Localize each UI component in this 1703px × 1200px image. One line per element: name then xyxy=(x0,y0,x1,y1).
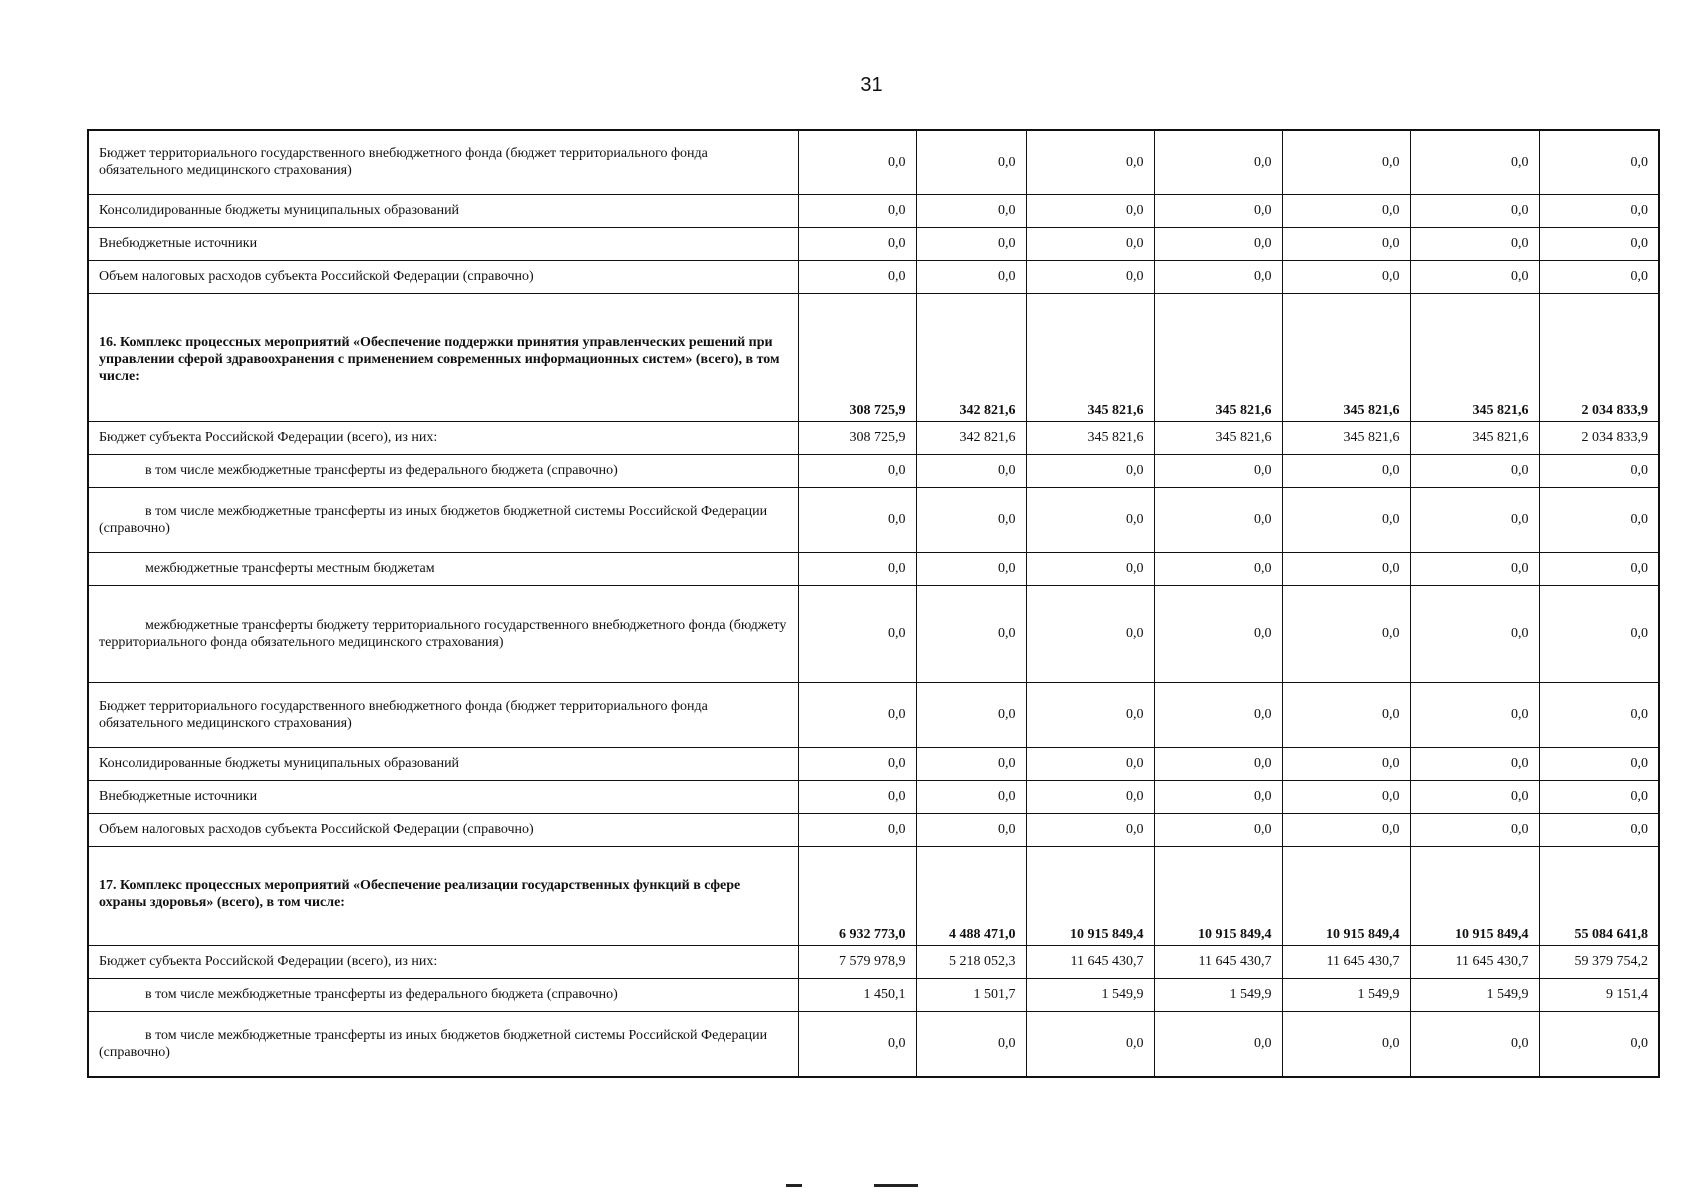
value-cell: 0,0 xyxy=(1026,260,1154,293)
value-cell: 6 932 773,0 xyxy=(798,846,916,945)
value-cell: 0,0 xyxy=(1154,747,1282,780)
table-row xyxy=(88,1011,1659,1077)
value-cell: 0,0 xyxy=(1539,780,1659,813)
value-cell: 0,0 xyxy=(1539,227,1659,260)
table-row xyxy=(88,945,1659,978)
value-cell: 0,0 xyxy=(1539,1011,1659,1077)
value-cell: 0,0 xyxy=(1282,552,1410,585)
value-cell: 0,0 xyxy=(1026,813,1154,846)
value-cell: 0,0 xyxy=(1539,813,1659,846)
value-cell: 0,0 xyxy=(1410,487,1539,552)
section-title: 16. Комплекс процессных мероприятий «Обеспечение поддержки принятия управленческих решений при управлении сферой здравоохранения с применением современных информационных систем» (всего), в том числе: xyxy=(88,293,798,421)
value-cell: 0,0 xyxy=(916,130,1026,194)
value-cell: 0,0 xyxy=(916,552,1026,585)
value-cell: 9 151,4 xyxy=(1539,978,1659,1011)
value-cell: 0,0 xyxy=(798,454,916,487)
value-cell: 345 821,6 xyxy=(1410,293,1539,421)
value-cell: 0,0 xyxy=(916,454,1026,487)
row-label: Бюджет территориального государственного внебюджетного фонда (бюджет территориального фонда обязательного медицинского страхования) xyxy=(88,682,798,747)
value-cell: 0,0 xyxy=(798,487,916,552)
value-cell: 0,0 xyxy=(1539,260,1659,293)
value-cell: 0,0 xyxy=(1539,487,1659,552)
row-label: Внебюджетные источники xyxy=(88,227,798,260)
value-cell: 0,0 xyxy=(1154,552,1282,585)
value-cell: 0,0 xyxy=(916,260,1026,293)
value-cell: 11 645 430,7 xyxy=(1154,945,1282,978)
value-cell: 0,0 xyxy=(798,780,916,813)
value-cell: 0,0 xyxy=(1154,487,1282,552)
value-cell: 2 034 833,9 xyxy=(1539,293,1659,421)
value-cell: 0,0 xyxy=(798,747,916,780)
value-cell: 0,0 xyxy=(798,260,916,293)
row-label: Бюджет субъекта Российской Федерации (всего), из них: xyxy=(88,421,798,454)
value-cell: 0,0 xyxy=(916,227,1026,260)
value-cell: 345 821,6 xyxy=(1154,293,1282,421)
value-cell: 0,0 xyxy=(1410,585,1539,682)
value-cell: 4 488 471,0 xyxy=(916,846,1026,945)
value-cell: 5 218 052,3 xyxy=(916,945,1026,978)
row-label: Объем налоговых расходов субъекта Российской Федерации (справочно) xyxy=(88,260,798,293)
value-cell: 0,0 xyxy=(1026,552,1154,585)
table-row xyxy=(88,552,1659,585)
value-cell: 1 450,1 xyxy=(798,978,916,1011)
value-cell: 0,0 xyxy=(916,1011,1026,1077)
value-cell: 0,0 xyxy=(1026,1011,1154,1077)
section-row xyxy=(88,293,1659,421)
row-label: межбюджетные трансферты бюджету территориального государственного внебюджетного фонда (бюджету территориального фонда обязательного медицинского страхования) xyxy=(88,585,798,682)
value-cell: 0,0 xyxy=(1154,194,1282,227)
value-cell: 0,0 xyxy=(1282,585,1410,682)
value-cell: 0,0 xyxy=(916,194,1026,227)
value-cell: 0,0 xyxy=(916,682,1026,747)
value-cell: 0,0 xyxy=(798,585,916,682)
value-cell: 0,0 xyxy=(1282,194,1410,227)
row-label: в том числе межбюджетные трансферты из иных бюджетов бюджетной системы Российской Федерации (справочно) xyxy=(88,487,798,552)
table-row xyxy=(88,194,1659,227)
value-cell: 0,0 xyxy=(916,780,1026,813)
value-cell: 0,0 xyxy=(916,585,1026,682)
value-cell: 0,0 xyxy=(1539,747,1659,780)
value-cell: 0,0 xyxy=(1410,747,1539,780)
value-cell: 0,0 xyxy=(1154,813,1282,846)
section-title: 17. Комплекс процессных мероприятий «Обеспечение реализации государственных функций в сфере охраны здоровья» (всего), в том числе: xyxy=(88,846,798,945)
value-cell: 0,0 xyxy=(1539,585,1659,682)
value-cell: 0,0 xyxy=(1282,454,1410,487)
value-cell: 0,0 xyxy=(1410,227,1539,260)
row-label: межбюджетные трансферты местным бюджетам xyxy=(88,552,798,585)
value-cell: 0,0 xyxy=(1154,1011,1282,1077)
value-cell: 0,0 xyxy=(1026,585,1154,682)
value-cell: 0,0 xyxy=(1539,194,1659,227)
value-cell: 0,0 xyxy=(1282,1011,1410,1077)
value-cell: 0,0 xyxy=(1154,227,1282,260)
value-cell: 0,0 xyxy=(1026,194,1154,227)
value-cell: 0,0 xyxy=(1154,130,1282,194)
value-cell: 0,0 xyxy=(1539,552,1659,585)
value-cell: 345 821,6 xyxy=(1282,293,1410,421)
value-cell: 0,0 xyxy=(1026,454,1154,487)
value-cell: 0,0 xyxy=(1410,682,1539,747)
value-cell: 0,0 xyxy=(1410,130,1539,194)
value-cell: 342 821,6 xyxy=(916,293,1026,421)
row-label: Внебюджетные источники xyxy=(88,780,798,813)
value-cell: 10 915 849,4 xyxy=(1410,846,1539,945)
value-cell: 345 821,6 xyxy=(1410,421,1539,454)
section-row xyxy=(88,846,1659,945)
value-cell: 0,0 xyxy=(798,682,916,747)
table-row xyxy=(88,130,1659,194)
value-cell: 0,0 xyxy=(1282,747,1410,780)
value-cell: 10 915 849,4 xyxy=(1282,846,1410,945)
value-cell: 1 549,9 xyxy=(1026,978,1154,1011)
row-label: в том числе межбюджетные трансферты из федерального бюджета (справочно) xyxy=(88,978,798,1011)
value-cell: 1 501,7 xyxy=(916,978,1026,1011)
value-cell: 0,0 xyxy=(1154,780,1282,813)
value-cell: 342 821,6 xyxy=(916,421,1026,454)
value-cell: 0,0 xyxy=(798,1011,916,1077)
value-cell: 0,0 xyxy=(916,747,1026,780)
value-cell: 0,0 xyxy=(1410,454,1539,487)
value-cell: 0,0 xyxy=(1410,194,1539,227)
value-cell: 1 549,9 xyxy=(1154,978,1282,1011)
table-row xyxy=(88,585,1659,682)
value-cell: 0,0 xyxy=(798,552,916,585)
value-cell: 2 034 833,9 xyxy=(1539,421,1659,454)
value-cell: 308 725,9 xyxy=(798,421,916,454)
row-label: в том числе межбюджетные трансферты из иных бюджетов бюджетной системы Российской Федерации (справочно) xyxy=(88,1011,798,1077)
table-row xyxy=(88,454,1659,487)
value-cell: 11 645 430,7 xyxy=(1282,945,1410,978)
value-cell: 0,0 xyxy=(1410,813,1539,846)
value-cell: 308 725,9 xyxy=(798,293,916,421)
value-cell: 1 549,9 xyxy=(1410,978,1539,1011)
value-cell: 0,0 xyxy=(1026,682,1154,747)
value-cell: 0,0 xyxy=(1282,487,1410,552)
value-cell: 0,0 xyxy=(1539,454,1659,487)
row-label: в том числе межбюджетные трансферты из федерального бюджета (справочно) xyxy=(88,454,798,487)
value-cell: 0,0 xyxy=(1154,260,1282,293)
page-number: 31 xyxy=(860,74,883,96)
scan-mark xyxy=(786,1184,802,1187)
value-cell: 0,0 xyxy=(916,487,1026,552)
table-row xyxy=(88,682,1659,747)
value-cell: 0,0 xyxy=(1154,585,1282,682)
value-cell: 0,0 xyxy=(1282,227,1410,260)
value-cell: 345 821,6 xyxy=(1282,421,1410,454)
row-label: Консолидированные бюджеты муниципальных образований xyxy=(88,747,798,780)
table-row xyxy=(88,227,1659,260)
table-row xyxy=(88,487,1659,552)
value-cell: 0,0 xyxy=(1026,780,1154,813)
value-cell: 0,0 xyxy=(798,227,916,260)
table-row xyxy=(88,260,1659,293)
value-cell: 0,0 xyxy=(1282,682,1410,747)
value-cell: 0,0 xyxy=(798,130,916,194)
value-cell: 55 084 641,8 xyxy=(1539,846,1659,945)
table-row xyxy=(88,421,1659,454)
value-cell: 0,0 xyxy=(798,194,916,227)
value-cell: 10 915 849,4 xyxy=(1026,846,1154,945)
row-label: Бюджет территориального государственного внебюджетного фонда (бюджет территориального фонда обязательного медицинского страхования) xyxy=(88,130,798,194)
value-cell: 11 645 430,7 xyxy=(1410,945,1539,978)
value-cell: 0,0 xyxy=(1026,747,1154,780)
value-cell: 0,0 xyxy=(1282,780,1410,813)
table-row xyxy=(88,747,1659,780)
value-cell: 0,0 xyxy=(1154,682,1282,747)
value-cell: 0,0 xyxy=(1026,227,1154,260)
value-cell: 0,0 xyxy=(1154,454,1282,487)
row-label: Объем налоговых расходов субъекта Российской Федерации (справочно) xyxy=(88,813,798,846)
table-row xyxy=(88,813,1659,846)
value-cell: 0,0 xyxy=(1026,130,1154,194)
value-cell: 0,0 xyxy=(1539,130,1659,194)
row-label: Бюджет субъекта Российской Федерации (всего), из них: xyxy=(88,945,798,978)
value-cell: 7 579 978,9 xyxy=(798,945,916,978)
value-cell: 0,0 xyxy=(1282,130,1410,194)
value-cell: 0,0 xyxy=(1410,552,1539,585)
value-cell: 0,0 xyxy=(1410,1011,1539,1077)
value-cell: 11 645 430,7 xyxy=(1026,945,1154,978)
value-cell: 0,0 xyxy=(1410,260,1539,293)
value-cell: 345 821,6 xyxy=(1026,293,1154,421)
value-cell: 345 821,6 xyxy=(1154,421,1282,454)
table-row xyxy=(88,978,1659,1011)
value-cell: 0,0 xyxy=(916,813,1026,846)
row-label: Консолидированные бюджеты муниципальных образований xyxy=(88,194,798,227)
value-cell: 0,0 xyxy=(1282,260,1410,293)
value-cell: 345 821,6 xyxy=(1026,421,1154,454)
value-cell: 0,0 xyxy=(1539,682,1659,747)
value-cell: 0,0 xyxy=(1282,813,1410,846)
value-cell: 10 915 849,4 xyxy=(1154,846,1282,945)
value-cell: 0,0 xyxy=(798,813,916,846)
value-cell: 1 549,9 xyxy=(1282,978,1410,1011)
table-row xyxy=(88,780,1659,813)
value-cell: 0,0 xyxy=(1410,780,1539,813)
budget-table xyxy=(87,129,1660,1078)
scan-mark xyxy=(874,1184,918,1187)
value-cell: 59 379 754,2 xyxy=(1539,945,1659,978)
value-cell: 0,0 xyxy=(1026,487,1154,552)
